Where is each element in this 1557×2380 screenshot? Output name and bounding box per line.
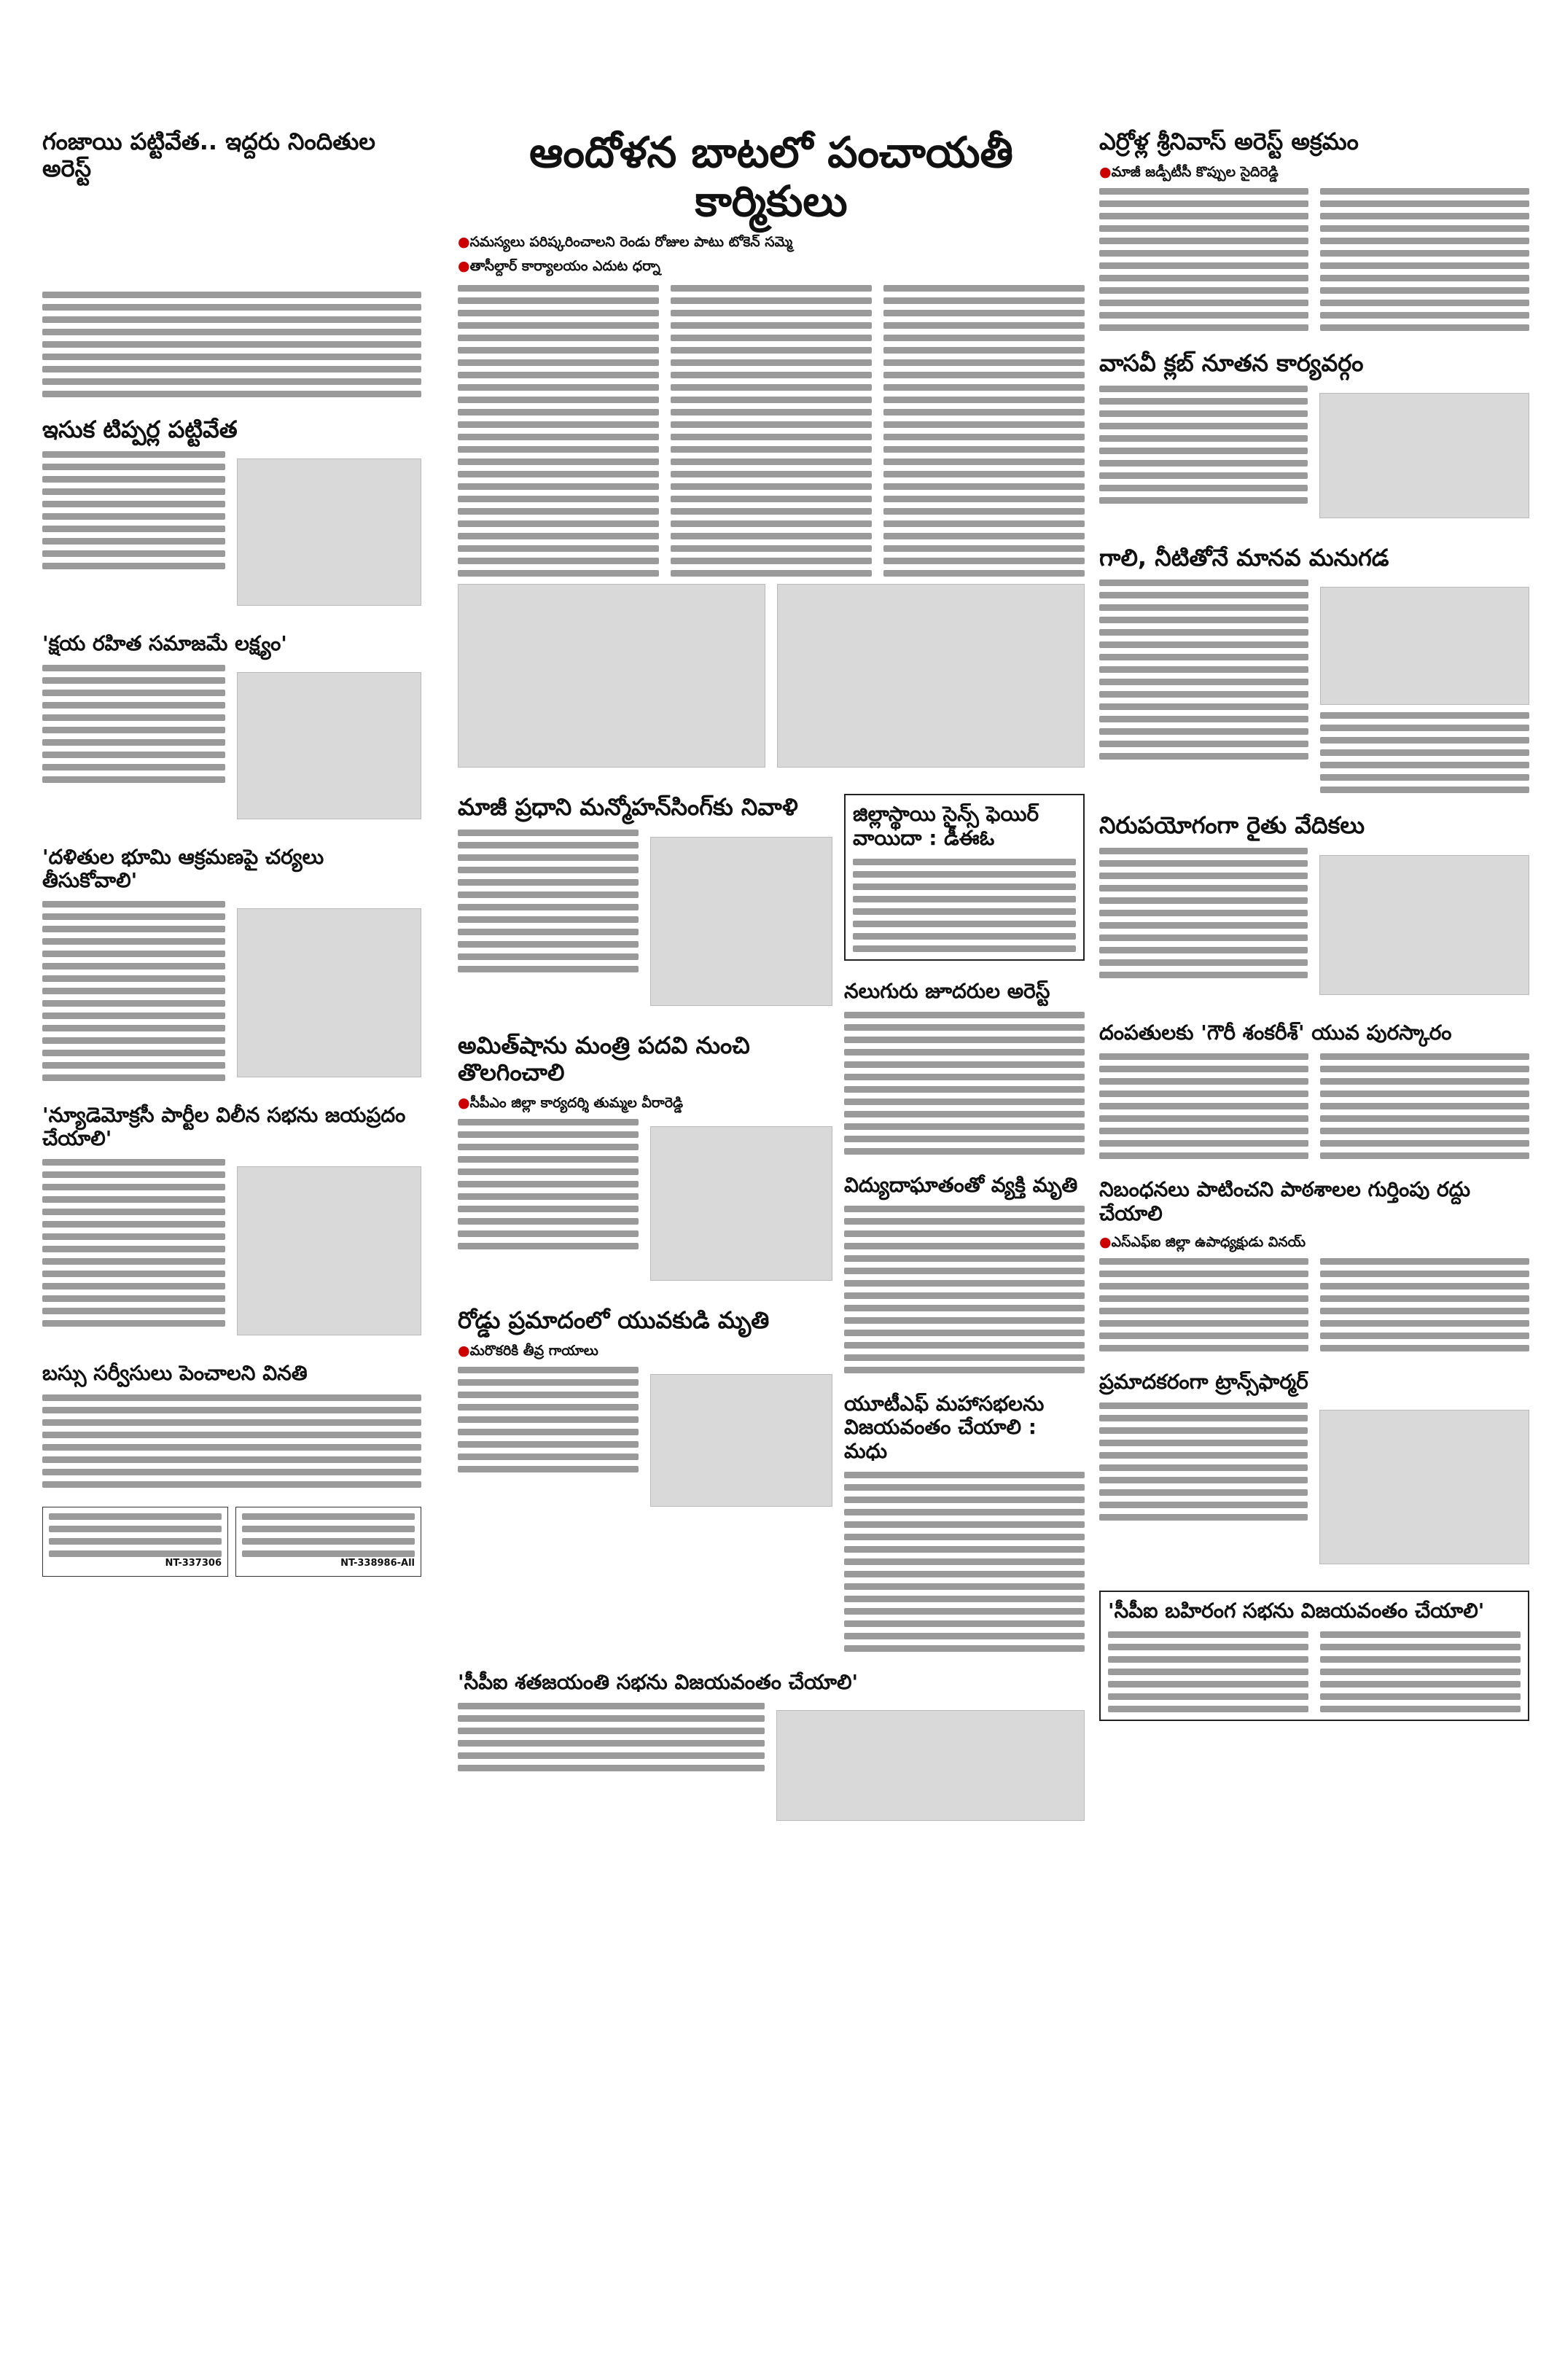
body-text <box>458 1703 765 1828</box>
subheadline: ● తాసీల్దార్ కార్యాలయం ఎదుట ధర్నా <box>458 258 1085 278</box>
story-new-democracy <box>42 1104 421 1343</box>
news-photo <box>1319 393 1529 518</box>
news-photo <box>1319 1410 1529 1564</box>
news-photo <box>650 1374 832 1507</box>
body-text <box>1099 1402 1308 1572</box>
headline: బస్సు సర్వీసులు పెంచాలని వినతి <box>42 1361 308 1386</box>
story-electrocution <box>844 1174 1085 1373</box>
headline: 'దళితుల భూమి ఆక్రమణపై చర్యలు తీసుకోవాలి' <box>42 844 324 892</box>
body-text <box>853 859 1076 952</box>
headline: గాలి, నీటితోనే మానవ మనుగడ <box>1099 543 1389 571</box>
headline: వాసవీ క్లబ్ నూతన కార్యవర్గం <box>1099 348 1364 377</box>
story-gauri-shankar-award <box>1099 1021 1529 1159</box>
body-text <box>1320 188 1529 331</box>
headline: ఎర్రోళ్ల శ్రీనివాస్ అరెస్ట్ అక్రమం <box>1099 128 1359 155</box>
story-vasavi-club <box>1099 350 1529 526</box>
ad-code: NT-338986-All <box>340 1557 415 1569</box>
story-road-accident <box>458 1307 832 1514</box>
headline: అమిత్‌షాను మంత్రి పదవి నుంచి తొలగించాలి <box>458 1031 750 1086</box>
news-photo <box>237 672 421 819</box>
headline: 'సీపీఐ బహిరంగ సభను విజయవంతం చేయాలి' <box>1108 1598 1485 1623</box>
story-rythu-vedika <box>1099 812 1529 1002</box>
news-photo <box>1320 587 1529 705</box>
news-photo <box>777 584 1085 768</box>
column-center <box>458 128 1085 2351</box>
headline: 'సీపీఐ శతజయంతి సభను విజయవంతం చేయాలి' <box>458 1669 859 1694</box>
subheadline: ● సమస్యలు పరిష్కరించాలని రెండు రోజుల పాటు టోకెన్ సమ్మె <box>458 234 1085 254</box>
classified-ads <box>42 1507 421 1577</box>
body-text <box>844 1012 1085 1155</box>
headline: గంజాయి పట్టివేత.. ఇద్దరు నిందితుల అరెస్ట్ <box>42 128 375 182</box>
story-panchayat-workers <box>458 128 1085 775</box>
news-photo <box>650 837 832 1006</box>
headline: నిరుపయోగంగా రైతు వేదికలు <box>1099 811 1365 840</box>
body-text <box>42 665 225 827</box>
story-air-water <box>1099 545 1529 794</box>
headline: రోడ్డు ప్రమాదంలో యువకుడి మృతి <box>458 1306 770 1334</box>
subheadline: ● ఎస్ఎఫ్ఐ జిల్లా ఉపాధ్యక్షుడు వినయ్ <box>1099 1234 1529 1254</box>
story-utf <box>844 1392 1085 1652</box>
body-text <box>1320 712 1529 793</box>
body-text <box>458 1367 639 1514</box>
body-text <box>1108 1631 1308 1712</box>
body-text <box>844 1206 1085 1373</box>
headline: నలుగురు జూదరుల అరెస్ట్ <box>844 978 1050 1003</box>
body-text <box>42 1159 225 1343</box>
body-text <box>42 451 225 613</box>
body-text <box>671 285 872 577</box>
story-cpi-public-meeting <box>1099 1591 1529 1721</box>
body-text <box>1320 1053 1529 1159</box>
body-text <box>1099 188 1308 331</box>
body-text <box>1320 1258 1529 1351</box>
body-text <box>883 285 1085 577</box>
body-text <box>1099 580 1308 793</box>
news-photo <box>776 1710 1085 1821</box>
story-bus-services <box>42 1362 421 1487</box>
story-tb-free-society <box>42 632 421 826</box>
story-cpi-centenary <box>458 1671 1085 1828</box>
subheadline: ● మాజీ జడ్పీటీసీ కొప్పుల సైదిరెడ్డి <box>1099 164 1529 184</box>
story-ganja-seizure <box>42 128 421 397</box>
headline: ప్రమాదకరంగా ట్రాన్స్‌ఫార్మర్ <box>1099 1369 1308 1394</box>
news-photo <box>237 908 421 1077</box>
story-errolla-arrest <box>1099 128 1529 331</box>
body-text <box>1099 1053 1308 1159</box>
story-transformer <box>1099 1370 1529 1572</box>
headline: విద్యుదాఘాతంతో వ్యక్తి మృతి <box>844 1172 1078 1197</box>
body-text <box>1099 386 1308 526</box>
body-text <box>1099 1258 1308 1351</box>
headline: 'న్యూడెమోక్రసీ పార్టీల విలీన సభను జయప్రదం చేయాలి' <box>42 1102 406 1151</box>
news-photo <box>237 1166 421 1335</box>
main-headline: ఆందోళన బాటలో పంచాయతీ కార్మికులు <box>529 128 1013 226</box>
story-school-recognition <box>1099 1178 1529 1351</box>
subheadline: ● సీపీఎం జిల్లా కార్యదర్శి తుమ్మల వీరారెడ్డి <box>458 1095 832 1115</box>
story-sand-tipper <box>42 416 421 614</box>
story-gamblers-arrest <box>844 980 1085 1155</box>
body-text <box>1099 848 1308 1002</box>
news-photo <box>1319 855 1529 995</box>
headline: ఇసుక టిప్పర్ల పట్టివేత <box>42 415 238 443</box>
news-photo <box>237 459 421 606</box>
column-left <box>42 128 421 2351</box>
ad-code: NT-337306 <box>165 1557 222 1569</box>
body-text <box>458 830 639 1013</box>
subheadline: ● మరొకరికి తీవ్ర గాయాలు <box>458 1343 832 1362</box>
body-text <box>458 285 659 577</box>
body-text <box>42 292 421 397</box>
column-right <box>1099 128 1529 2351</box>
headline: జిల్లాస్థాయి సైన్స్ ఫెయిర్ వాయిదా : డీఈఓ <box>853 802 1039 850</box>
headline: నిబంధనలు పాటించని పాఠశాలల గుర్తింపు రద్దు చేయాలి <box>1099 1177 1471 1225</box>
body-text <box>844 1472 1085 1652</box>
story-science-fair <box>844 794 1085 960</box>
story-dalit-land <box>42 846 421 1085</box>
headline: మాజీ ప్రధాని మన్మోహన్‌సింగ్‌కు నివాళి <box>458 793 798 822</box>
story-manmohan-tribute <box>458 794 832 1013</box>
news-photo <box>650 1126 832 1281</box>
body-text <box>1320 1631 1521 1712</box>
body-text <box>42 1394 421 1488</box>
ad-box <box>42 1507 228 1577</box>
ad-box <box>235 1507 421 1577</box>
headline: 'క్షయ రహిత సమాజమే లక్ష్యం' <box>42 631 287 656</box>
headline: యూటీఎఫ్ మహాసభలను విజయవంతం చేయాలి : మధు <box>844 1392 1045 1463</box>
body-text <box>42 901 225 1085</box>
body-text <box>458 1119 639 1288</box>
story-amitshah <box>458 1032 832 1288</box>
news-photo <box>458 584 765 768</box>
headline: దంపతులకు 'గౌరీ శంకరీశ్' యువ పురస్కారం <box>1099 1021 1452 1045</box>
